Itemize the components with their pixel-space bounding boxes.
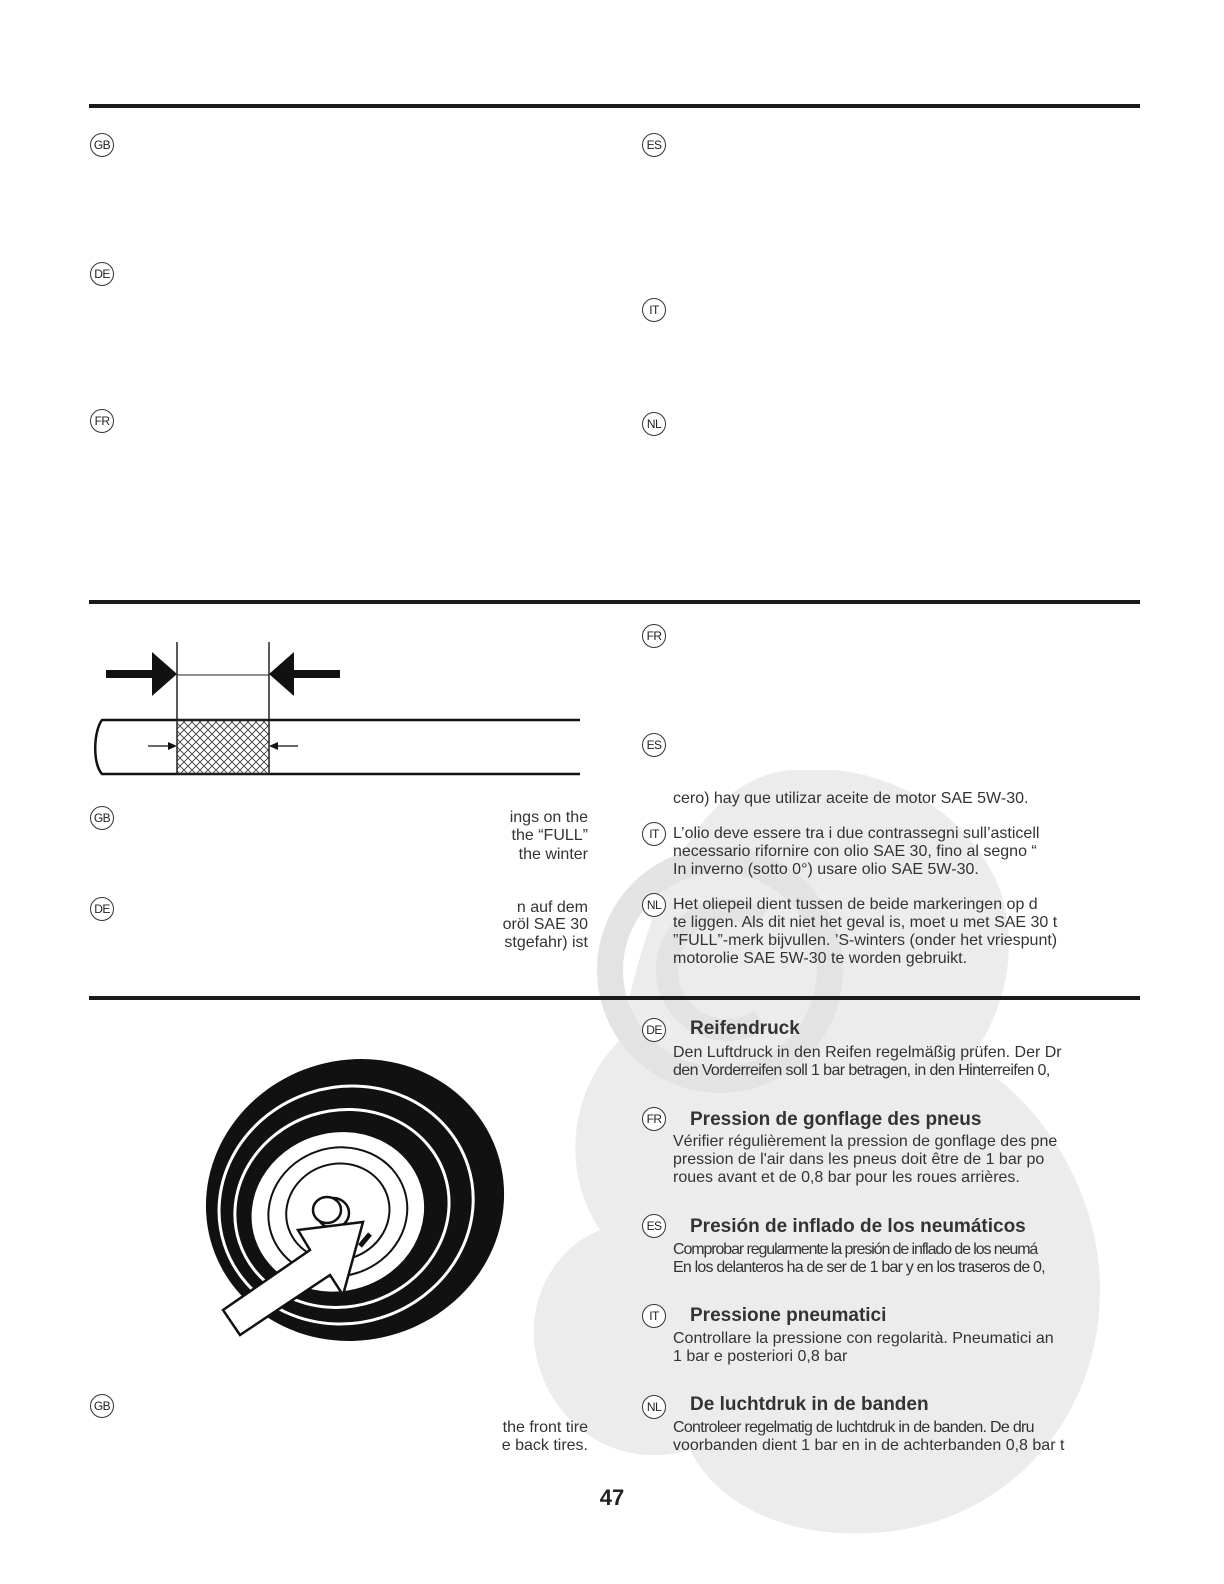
lang-badge-gb: GB [90,1394,114,1418]
tire-illustration [195,1050,525,1350]
lang-badge-es: ES [642,1214,666,1238]
lang-badge-fr: FR [90,409,114,433]
lang-badge-gb: GB [90,806,114,830]
tire-gb-line-1: the front tire [502,1419,588,1436]
lang-badge-it: IT [642,822,666,846]
tire-es-line-1: Comprobar regularmente la presión de inflado de los neumá [673,1241,1038,1258]
oil-nl-line-1: Het oliepeil dient tussen de beide markeringen op d [673,896,1038,913]
lang-badge-fr: FR [642,1107,666,1131]
lang-badge-de: DE [642,1018,666,1042]
oil-nl-line-2: te liggen. Als dit niet het geval is, moet u met SAE 30 t [673,914,1058,931]
tire-it-heading: Pressione pneumatici [690,1305,887,1326]
tire-fr-heading: Pression de gonflage des pneus [690,1109,982,1130]
oil-it-line-2: necessario rifornire con olio SAE 30, fino al segno “ [673,843,1037,860]
oil-nl-line-3: ”FULL”-merk bijvullen. ’S-winters (onder het vriespunt) [673,932,1058,949]
tire-nl-line-1: Controleer regelmatig de luchtdruk in de banden. De dru [673,1419,1034,1436]
tire-it-line-1: Controllare la pressione con regolarità. Pneumatici an [673,1330,1054,1347]
oil-nl-line-4: motorolie SAE 5W-30 te worden gebruikt. [673,950,968,967]
dipstick-illustration [92,638,587,778]
oil-it-line-3: In inverno (sotto 0°) usare olio SAE 5W-30. [673,861,979,878]
tire-es-line-2: En los delanteros ha de ser de 1 bar y en los traseros de 0, [673,1259,1045,1276]
tire-fr-line-1: Vérifier régulièrement la pression de gonflage des pne [673,1133,1058,1150]
tire-nl-heading: De luchtdruk in de banden [690,1394,929,1415]
tire-es-heading: Presión de inflado de los neumáticos [690,1216,1026,1237]
oil-gb-line-2: the “FULL” [511,827,588,844]
tire-de-line-2: den Vorderreifen soll 1 bar betragen, in den Hinterreifen 0, [673,1062,1050,1079]
oil-de-line-1: n auf dem [516,899,588,916]
tire-nl-line-2: voorbanden dient 1 bar en in de achterbanden 0,8 bar t [673,1437,1065,1454]
lang-badge-de: DE [90,262,114,286]
lang-badge-es: ES [642,133,666,157]
oil-de-line-3: stgefahr) ist [504,934,588,951]
section-rule-top [89,104,1140,108]
oil-gb-line-1: ings on the [509,809,588,826]
tire-fr-line-2: pression de l'air dans les pneus doit être de 1 bar po [673,1151,1045,1168]
lang-badge-fr: FR [642,624,666,648]
tire-fr-line-3: roues avant et de 0,8 bar pour les roues arrières. [673,1169,1020,1186]
lang-badge-gb: GB [90,133,114,157]
lang-badge-nl: NL [642,1395,666,1419]
tire-de-line-1: Den Luftdruck in den Reifen regelmäßig prüfen. Der Dr [673,1044,1062,1061]
oil-es-line: cero) hay que utilizar aceite de motor SAE 5W-30. [673,790,1029,807]
lang-badge-de: DE [90,897,114,921]
lang-badge-it: IT [642,1304,666,1328]
lang-badge-es: ES [642,733,666,757]
section-rule-lower [89,996,1140,1000]
tire-it-line-2: 1 bar e posteriori 0,8 bar [673,1348,848,1365]
lang-badge-it: IT [642,298,666,322]
tire-de-heading: Reifendruck [690,1018,800,1039]
section-rule-middle [89,600,1140,604]
lang-badge-nl: NL [642,412,666,436]
page-number: 47 [599,1485,625,1510]
lang-badge-nl: NL [642,893,666,917]
oil-de-line-2: oröl SAE 30 [502,916,588,933]
oil-it-line-1: L’olio deve essere tra i due contrassegni sull’asticell [673,825,1040,842]
tire-gb-line-2: e back tires. [501,1437,588,1454]
oil-gb-line-3: the winter [518,846,588,863]
